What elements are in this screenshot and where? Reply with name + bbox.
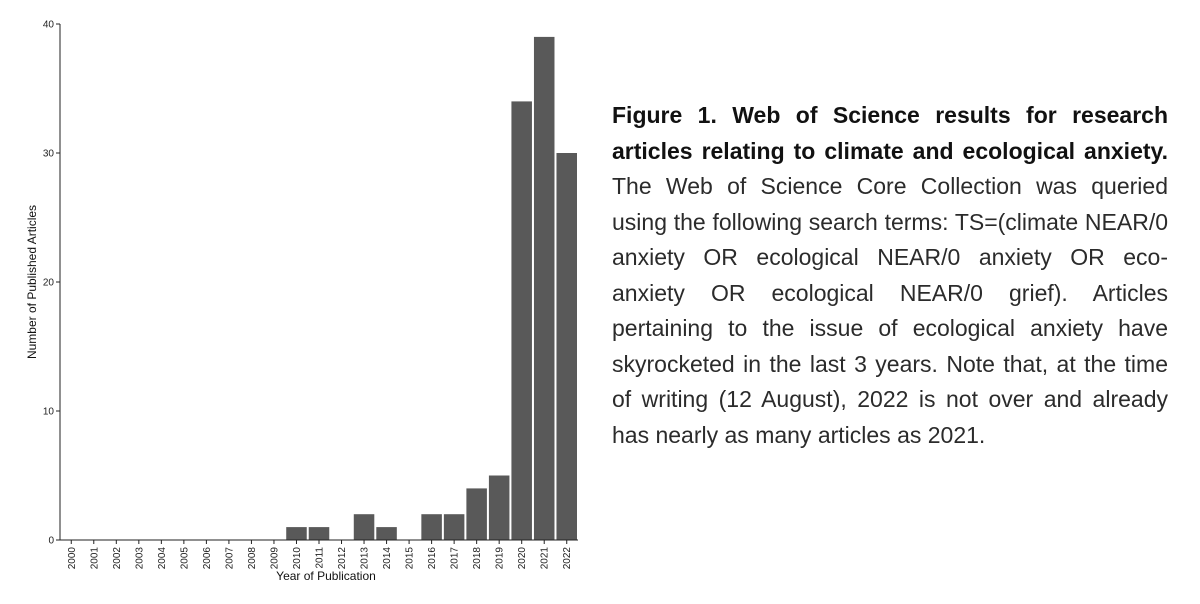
bar-2020 [511,101,532,540]
figure-caption [612,98,1168,453]
bar-2016 [421,514,442,540]
x-tick-label: 2022 [562,547,574,570]
y-tick-label: 10 [42,406,54,418]
y-tick-label: 40 [42,19,54,31]
y-tick-label: 20 [42,277,54,289]
bar-2022 [556,153,577,540]
x-tick-label: 2021 [539,547,551,570]
x-tick-label: 2019 [494,547,506,570]
x-tick-label: 2007 [224,547,236,570]
y-ticks-group [43,20,60,547]
x-tick-label: 2020 [517,547,529,570]
x-axis-title: Year of Publication [276,569,376,583]
x-tick-label: 2012 [337,547,349,570]
x-tick-label: 2017 [449,547,461,570]
x-tick-label: 2003 [134,547,146,570]
x-tick-label: 2001 [89,547,101,570]
bar-2013 [354,514,375,540]
bar-2017 [444,514,465,540]
x-tick-label: 2013 [359,547,371,570]
bar-2010 [286,527,307,540]
bar-2019 [489,476,510,541]
bar-2021 [534,37,555,540]
x-tick-label: 2004 [156,547,168,570]
caption-body: The Web of Science Core Collection was queried using the following search terms: TS=(climate NEAR/0 anxiety OR ecological NEAR/0 anxiety OR eco-anxiety OR ecological NEAR/0 grief). Articles pertaining to the issue of ecological anxiety have skyrocketed in the last 3 years. Note that, at the time of writing (12 August), 2022 is not over and already has nearly as many articles as 2021. [612,173,1168,448]
x-tick-label: 2011 [314,547,326,569]
y-tick-label: 0 [48,535,54,547]
x-tick-label: 2006 [201,547,213,570]
bar-2011 [309,527,330,540]
x-tick-label: 2002 [111,547,123,570]
y-tick-label: 30 [42,148,54,160]
x-tick-label: 2009 [269,547,281,570]
x-tick-label: 2018 [472,547,484,570]
x-tick-label: 2014 [382,547,394,570]
x-ticks-group [67,540,573,569]
bar-2014 [376,527,397,540]
x-tick-label: 2005 [179,547,191,570]
x-tick-label: 2016 [427,547,439,570]
x-tick-label: 2008 [246,547,258,570]
x-tick-label: 2010 [291,547,303,570]
bars-group [286,37,577,540]
x-tick-label: 2000 [66,547,78,570]
y-axis-title: Number of Published Articles [25,204,39,360]
caption-title: Figure 1. Web of Science results for research articles relating to climate and ecological anxiety. [612,102,1168,164]
x-tick-label: 2015 [404,547,416,570]
bar-2018 [466,488,487,540]
